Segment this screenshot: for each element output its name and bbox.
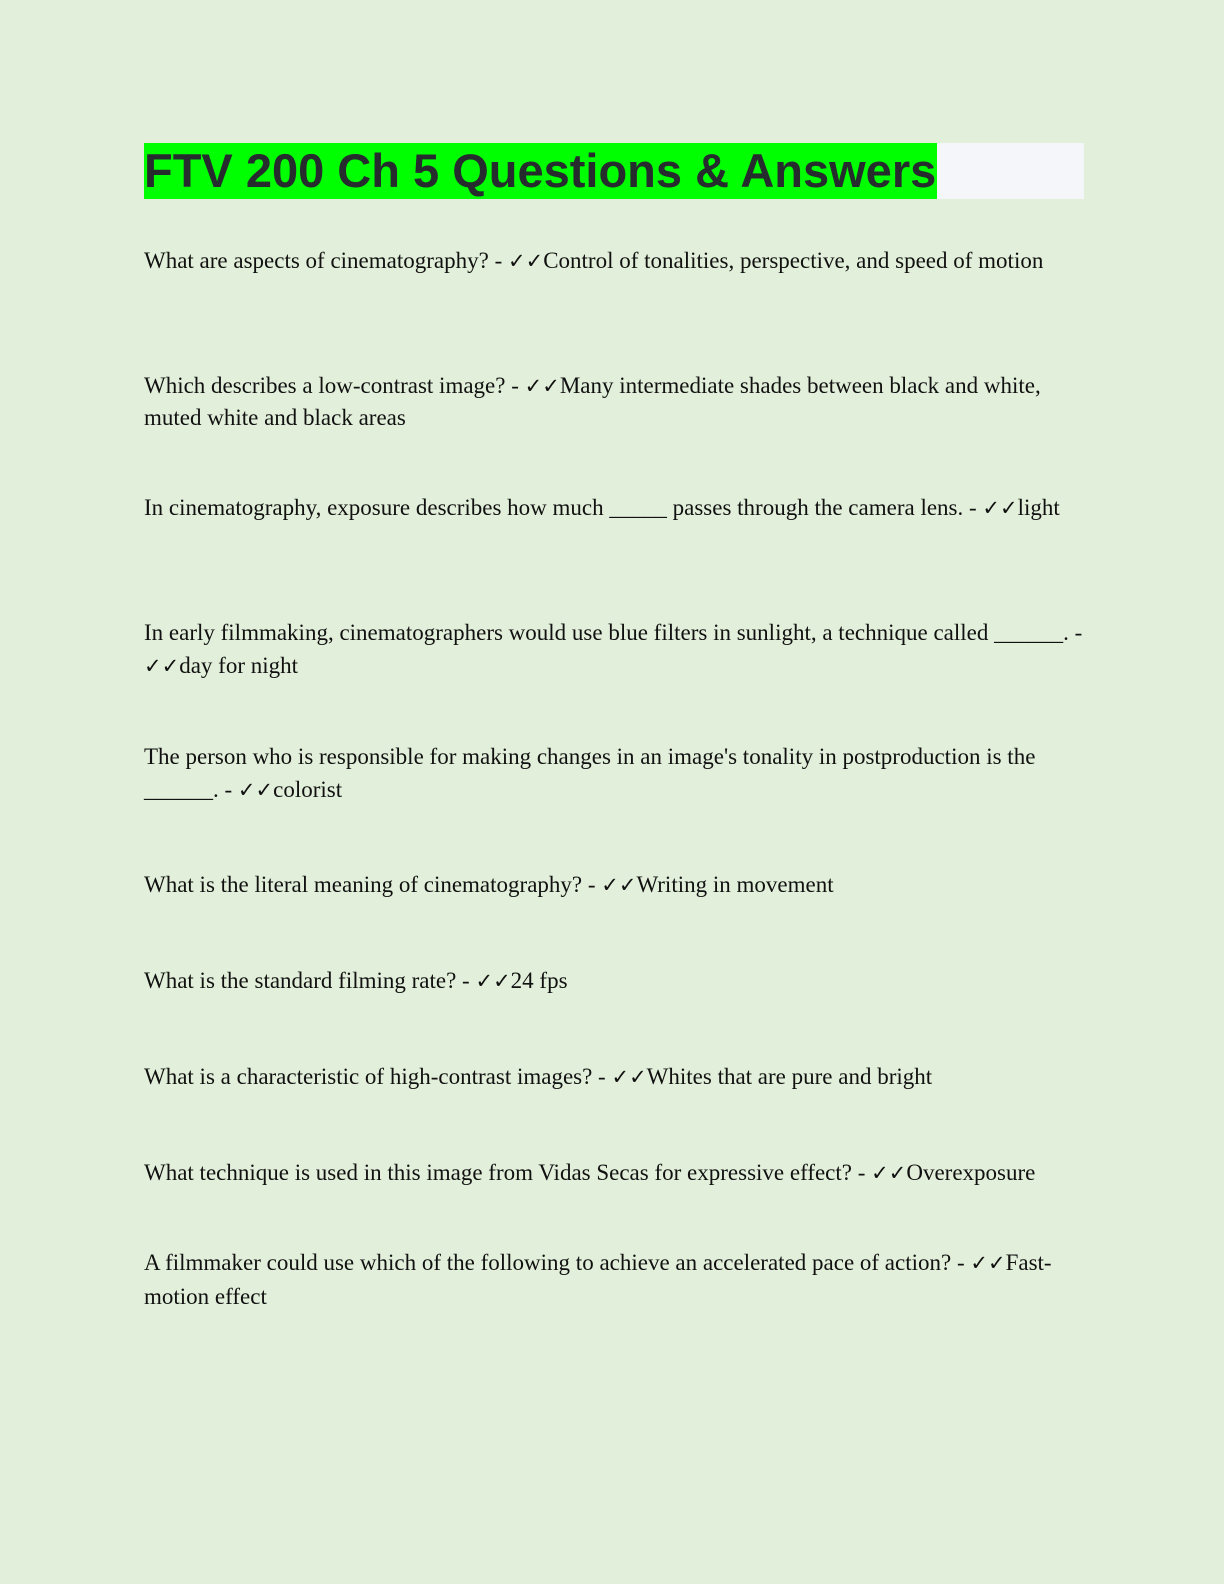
qa-item-8 [144,1061,1084,1093]
qa-item-9 [144,1157,1084,1189]
qa-item-3 [144,491,1084,525]
qa-item-2 [144,370,1084,433]
answer-text: day for night [179,653,299,678]
qa-item-10 [144,1246,1084,1313]
question-text: Which describes a low-contrast image? - [144,373,525,398]
double-check-icon: ✓✓ [237,778,274,802]
answer-text: Writing in movement [636,872,834,897]
answer-text: Control of tonalities, perspective, and speed of motion [543,248,1044,273]
answer-text: colorist [273,777,343,802]
question-text: What are aspects of cinematography? - [144,248,508,273]
qa-item-6 [144,869,1084,901]
question-text: What is the standard filming rate? - [144,968,476,993]
question-text: What is a characteristic of high-contrast images? - [144,1064,612,1089]
question-text: What technique is used in this image from Vidas Secas for expressive effect? - [144,1160,872,1185]
double-check-icon: ✓✓ [982,496,1018,520]
document-page [144,143,1084,1309]
qa-item-4 [144,616,1084,683]
answer-text: Overexposure [906,1160,1036,1185]
question-text: The person who is responsible for making changes in an image's tonality in postproduction is the ______. - [144,744,1036,802]
qa-item-7 [144,965,1084,997]
double-check-icon: ✓✓ [508,249,544,273]
answer-text: Whites that are pure and bright [646,1064,933,1089]
title-bar [144,143,1084,199]
double-check-icon: ✓✓ [601,873,637,897]
double-check-icon: ✓✓ [611,1065,647,1089]
question-text: What is the literal meaning of cinematography? - [144,872,602,897]
double-check-icon: ✓✓ [970,1251,1006,1275]
document-title: FTV 200 Ch 5 Questions & Answers [144,144,937,197]
qa-item-5 [144,740,1084,807]
question-text: In early filmmaking, cinematographers would use blue filters in sunlight, a technique called ______. - [144,620,1083,645]
question-text: A filmmaker could use which of the following to achieve an accelerated pace of action? - [144,1250,971,1275]
double-check-icon: ✓✓ [871,1161,907,1185]
double-check-icon: ✓✓ [144,654,180,678]
double-check-icon: ✓✓ [475,969,511,993]
answer-text: Fast-motion effect [144,1250,1052,1309]
answer-text: Many intermediate shades between black and white, muted white and black areas [144,373,1041,430]
question-text: In cinematography, exposure describes how much _____ passes through the camera lens. - [144,495,983,520]
double-check-icon: ✓✓ [524,374,560,398]
answer-text: light [1017,495,1060,520]
answer-text: 24 fps [510,968,568,993]
qa-item-1 [144,245,1084,277]
